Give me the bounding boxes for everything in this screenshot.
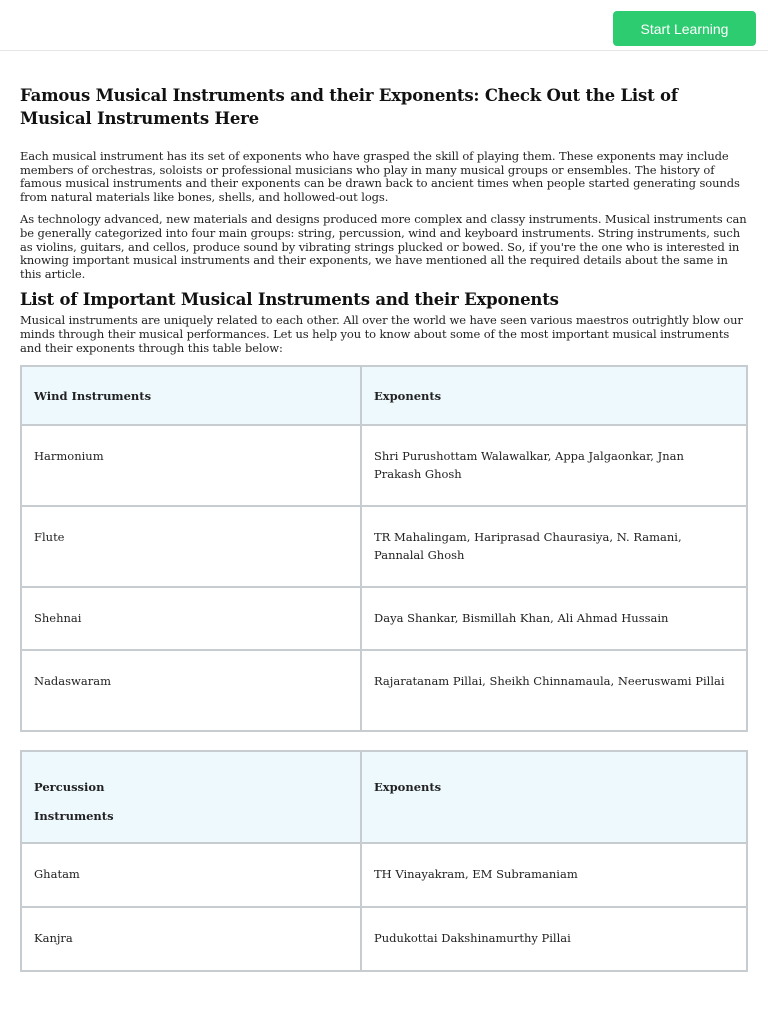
header-cell-instrument: Wind Instruments [21, 366, 361, 425]
header-cell-exponents: Exponents [361, 366, 747, 425]
article-content [0, 84, 768, 972]
header-cell-exponents: Exponents [361, 751, 747, 843]
table-row [21, 843, 747, 907]
top-bar [0, 0, 768, 51]
instrument-cell: Flute [21, 506, 361, 587]
instrument-cell: Ghatam [21, 843, 361, 907]
table-row [21, 506, 747, 587]
intro-paragraph-1: Each musical instrument has its set of exponents who have grasped the skill of playing them. These exponents may include members of orchestras, soloists or professional musicians who play in many musical groups or ensembles. The history of famous musical instruments and their exponents can be drawn back to ancient times when people started generating sounds from natural materials like bones, shells, and hollowed-out logs. [20, 149, 740, 204]
header-cell-instrument-label: Percussion Instruments [34, 780, 114, 824]
table-row [21, 650, 747, 731]
header-cell-instrument [21, 751, 361, 843]
table-header-row [21, 366, 747, 425]
intro-paragraph-2: As technology advanced, new materials and designs produced more complex and classy instruments. Musical instruments can be generally categorized into four main groups: string, percussion, wind and keyboard instruments. String instruments, such as violins, guitars, and cellos, produce sound by vibrating strings plucked or bowed. So, if you're the one who is interested in knowing important musical instruments and their exponents, we have mentioned all the required details about the same in this article. [20, 212, 747, 281]
table-row [21, 587, 747, 650]
exponents-cell: Pudukottai Dakshinamurthy Pillai [361, 907, 747, 971]
section-title: List of Important Musical Instruments and their Exponents [20, 290, 559, 310]
section-intro: Musical instruments are uniquely related to each other. All over the world we have seen various maestros outrightly blow our minds through their musical performances. Let us help you to know about some of the most important musical instruments and their exponents through this table below: [20, 313, 743, 355]
instrument-cell: Shehnai [21, 587, 361, 650]
page-title: Famous Musical Instruments and their Exponents: Check Out the List of Musical Instruments Here [20, 86, 678, 128]
exponents-cell: Daya Shankar, Bismillah Khan, Ali Ahmad Hussain [361, 587, 747, 650]
wind-instruments-table [20, 365, 748, 732]
percussion-instruments-table [20, 750, 748, 972]
table-row [21, 425, 747, 506]
instrument-cell: Harmonium [21, 425, 361, 506]
exponents-cell: Rajaratanam Pillai, Sheikh Chinnamaula, Neeruswami Pillai [361, 650, 747, 731]
exponents-cell: TH Vinayakram, EM Subramaniam [361, 843, 747, 907]
exponents-cell: Shri Purushottam Walawalkar, Appa Jalgaonkar, Jnan Prakash Ghosh [361, 425, 747, 506]
instrument-cell: Nadaswaram [21, 650, 361, 731]
exponents-cell: TR Mahalingam, Hariprasad Chaurasiya, N. Ramani, Pannalal Ghosh [361, 506, 747, 587]
start-learning-button[interactable]: Start Learning [613, 11, 756, 46]
table-header-row [21, 751, 747, 843]
table-row [21, 907, 747, 971]
instrument-cell: Kanjra [21, 907, 361, 971]
